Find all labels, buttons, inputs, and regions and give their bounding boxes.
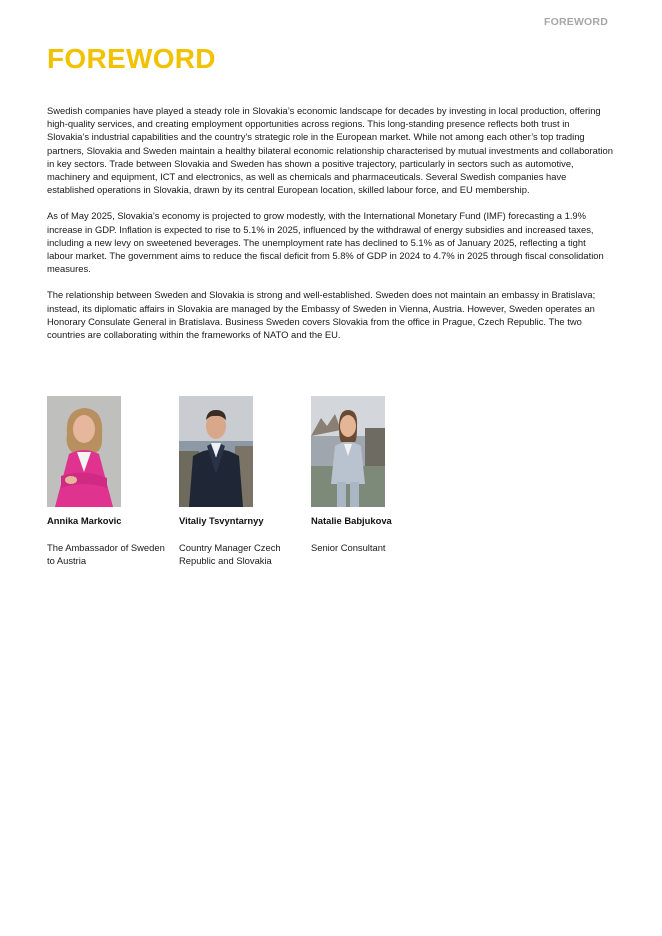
person-name: Natalie Babjukova [311, 515, 392, 526]
running-header: FOREWORD [543, 16, 608, 28]
paragraph-relations: The relationship between Sweden and Slovakia is strong and well-established. Sweden does not maintain an embassy in Bratislava; instead, its diplomatic affairs in Slovakia are managed by the Embassy of Sweden in Vienna, Austria. However, Sweden operates an Honorary Consulate General in Bratislava. Business Sweden covers Slovakia from the office in Prague, Czech Republic. The two countries are collaborating within the frameworks of NATO and the EU. [47, 289, 596, 341]
paragraph-intro: Swedish companies have played a steady role in Slovakia’s economic landscape for decades by investing in local production, offering high-quality services, and creating employment opportunities across regions. This long-standing presence reflects both trust in Slovakia’s industrial capabilities and the country’s strategic role in the European market. While not among each other’s top trading partners, Slovakia and Sweden maintain a healthy bilateral economic relationship characterised by mutual investments and collaboration in key sectors. Trade between Slovakia and Sweden has shown a positive trajectory, particularly in sectors such as automotive, machinery and equipment, ICT and electronics, as well as chemicals and pharmaceuticals. Several Swedish companies have established operations in Slovakia, drawn by its central European location, skilled labour force, and EU membership. [47, 105, 613, 196]
person-role: The Ambassador of Sweden to Austria [47, 542, 165, 566]
person-card [179, 396, 311, 567]
people-section [47, 396, 443, 567]
foreword-body [47, 104, 613, 354]
person-role: Country Manager Czech Republic and Slovakia [179, 542, 281, 566]
portrait-photo-annika-markovic [47, 396, 121, 507]
person-name: Annika Markovic [47, 515, 122, 526]
portrait-photo-vitaliy-tsvyntarnyy [179, 396, 253, 507]
paragraph-economy: As of May 2025, Slovakia’s economy is projected to grow modestly, with the International Monetary Fund (IMF) forecasting a 1.9% increase in GDP. Inflation is expected to rise to 5.1% in 2025, influenced by the withdrawal of energy subsidies and increased taxes, including a new levy on sweetened beverages. The unemployment rate has declined to 5.1% as of January 2025, reflecting a tight labour market. The government aims to reduce the fiscal deficit from 5.8% of GDP in 2024 to 4.7% in 2025 through fiscal consolidation measures. [47, 210, 604, 275]
page-title: FOREWORD [47, 43, 216, 74]
person-role: Senior Consultant [311, 542, 386, 553]
portrait-photo-natalie-babjukova [311, 396, 385, 507]
person-name: Vitaliy Tsvyntarnyy [179, 515, 264, 526]
person-card [47, 396, 179, 567]
person-card [311, 396, 443, 567]
